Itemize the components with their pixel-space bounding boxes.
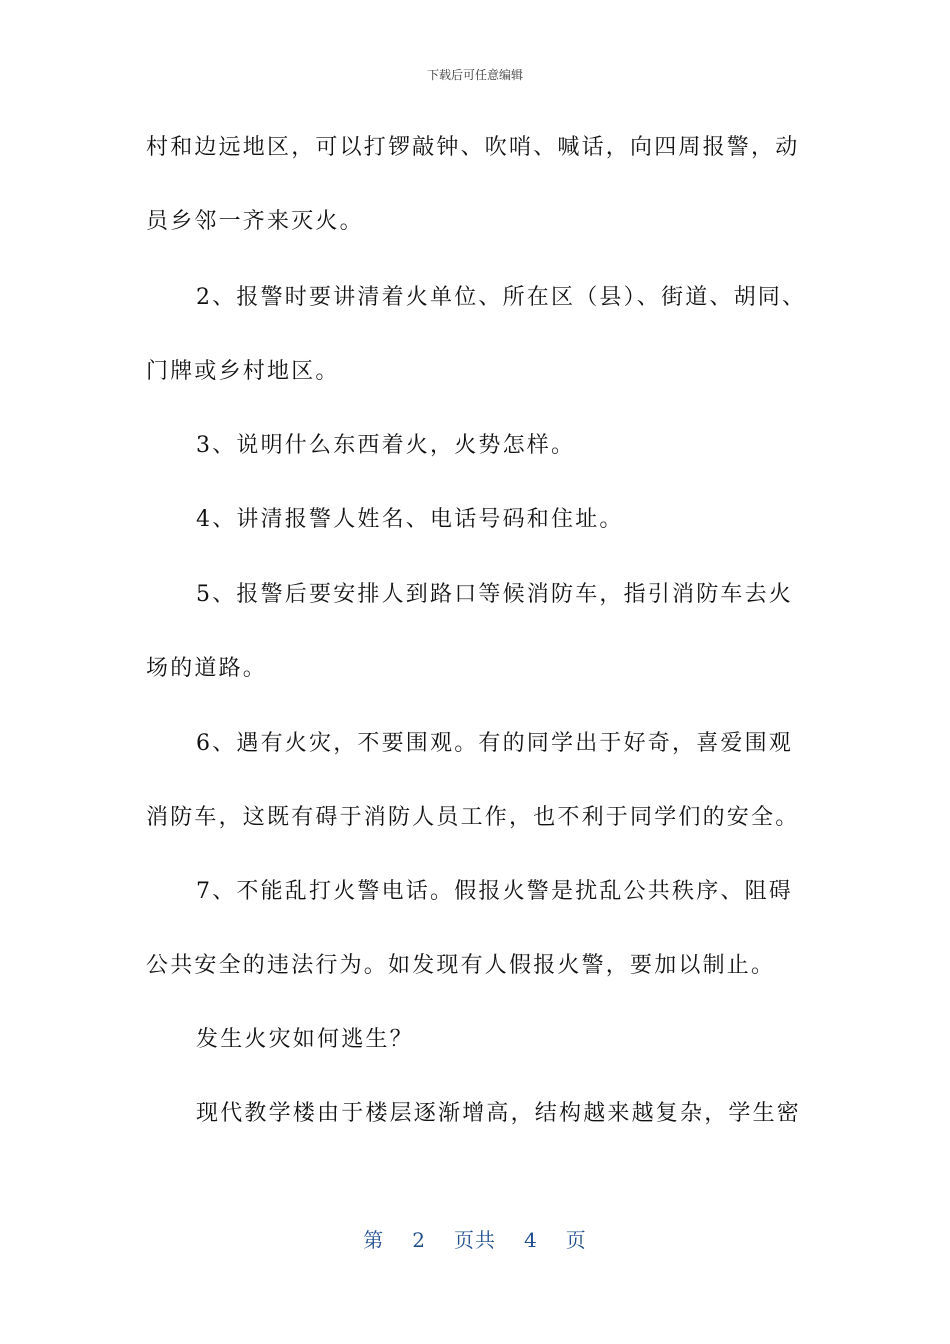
- text-line: 消防车，这既有碍于消防人员工作，也不利于同学们的安全。: [146, 805, 800, 830]
- text-line: 村和边远地区，可以打锣敲钟、吹哨、喊话，向四周报警，动: [146, 135, 800, 160]
- text-line: 6、遇有火灾，不要围观。有的同学出于好奇，喜爱围观: [196, 731, 793, 756]
- text-line: 7、不能乱打火警电话。假报火警是扰乱公共秩序、阻碍: [196, 879, 793, 904]
- text-line: 场的道路。: [146, 656, 268, 681]
- text-line: 5、报警后要安排人到路口等候消防车，指引消防车去火: [196, 582, 793, 607]
- text-line: 4、讲清报警人姓名、电话号码和住址。: [196, 507, 624, 532]
- current-page-number: 2: [412, 1228, 426, 1252]
- text-line: 员乡邻一齐来灭火。: [146, 209, 364, 234]
- footer-middle: 页共: [454, 1228, 496, 1252]
- section-heading: 发生火灾如何逃生？: [196, 1027, 414, 1052]
- text-line: 2、报警时要讲清着火单位、所在区（县）、街道、胡同、: [196, 285, 807, 310]
- text-line: 3、说明什么东西着火，火势怎样。: [196, 433, 576, 458]
- page-footer: [0, 1224, 950, 1253]
- text-line: 现代教学楼由于楼层逐渐增高，结构越来越复杂，学生密: [196, 1101, 802, 1126]
- total-page-number: 4: [524, 1228, 538, 1252]
- footer-prefix: 第: [363, 1228, 385, 1252]
- footer-suffix: 页: [565, 1228, 587, 1252]
- page-header: 下载后可任意编辑: [426, 68, 523, 82]
- text-line: 公共安全的违法行为。如发现有人假报火警，要加以制止。: [146, 953, 776, 978]
- text-line: 门牌或乡村地区。: [146, 359, 340, 384]
